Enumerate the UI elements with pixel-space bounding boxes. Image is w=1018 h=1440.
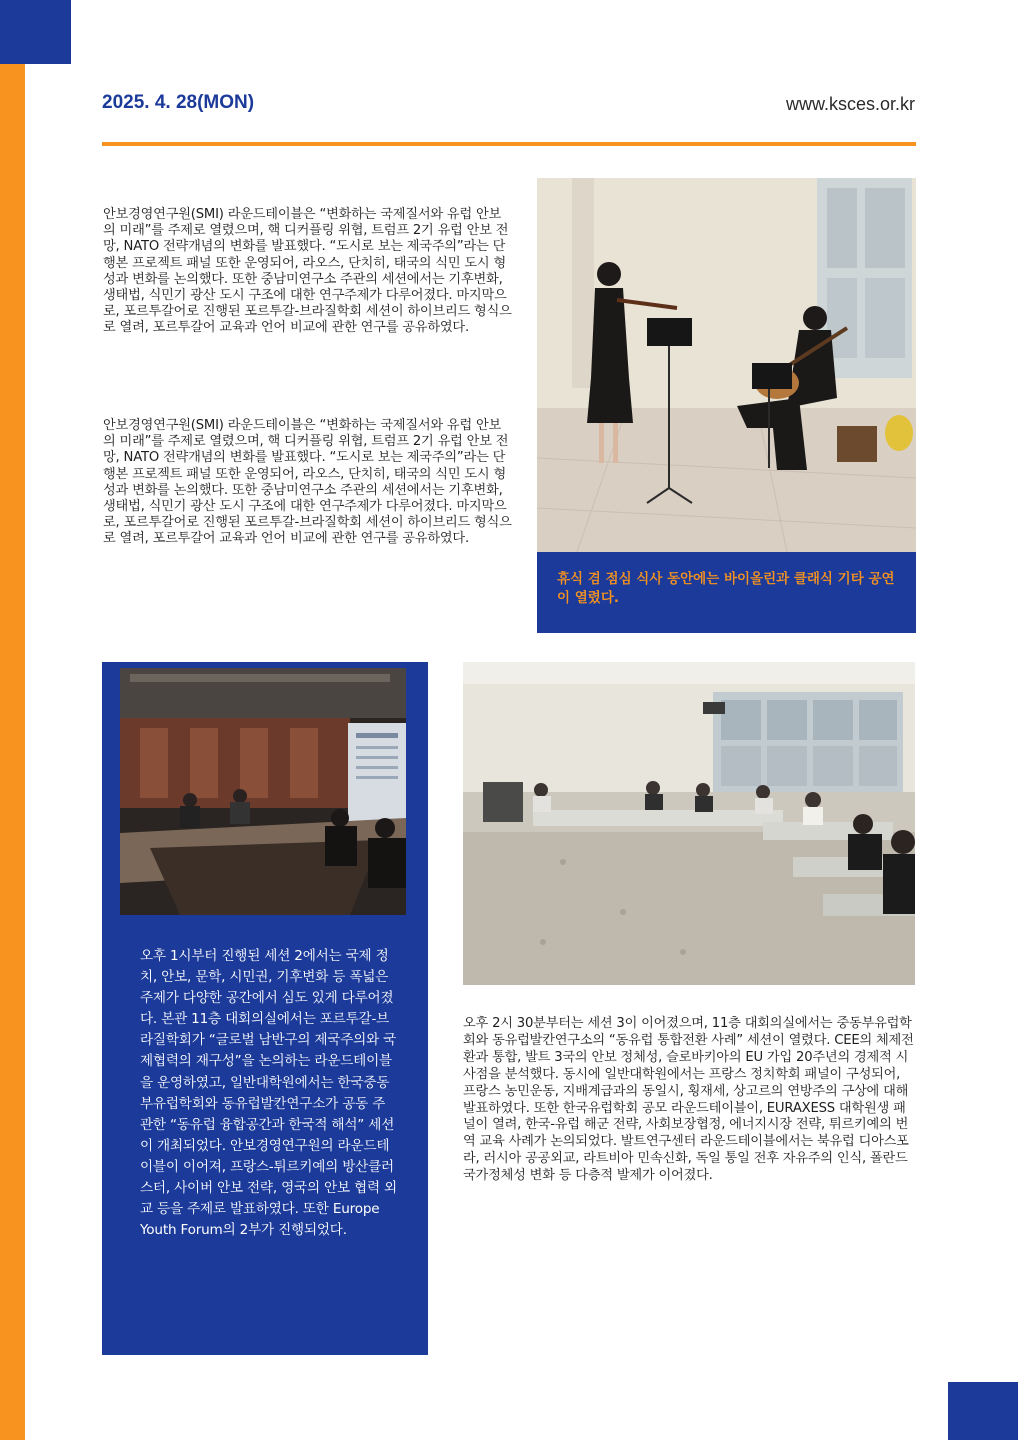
corner-block-bottom bbox=[948, 1382, 1018, 1440]
paragraph-first: 안보경영연구원(SMI) 라운드테이블은 “변화하는 국제질서와 유럽 안보의 미래”를 주제로 열렸으며, 핵 디커플링 위협, 트럼프 2기 유럽 안보 전망, NATO 전략개념의 변화를 발표했다. “도시로 보는 제국주의”라는 단행본 프로젝트 패널 또한 운영되어, 라오스, 단치히, 태국의 식민 도시 형성과 변화를 논의했다. 또한 중남미연구소 주관의 세션에서는 기후변화, 생태법, 식민기 광산 도시 구조에 대한 연구주제가 다루어졌다. 마지막으로, 포르투갈어로 진행된 포르투갈-브라질학회 세션이 하이브리드 형식으로 열려, 포르투갈어 교육과 언어 비교에 관한 연구를 공유하였다. bbox=[103, 207, 512, 336]
photo-music-performance bbox=[537, 178, 916, 552]
photo-caption: 휴식 겸 점심 식사 동안에는 바이올린과 클래식 기타 공연이 열렸다. bbox=[557, 571, 895, 606]
paragraph-session-3: 오후 2시 30분부터는 세션 3이 이어졌으며, 11층 대회의실에서는 중동부유럽학회와 동유럽발칸연구소의 “동유럽 통합전환 사례” 세션이 열렸다. CEE의 체제전환과 통합, 발트 3국의 안보 정체성, 슬로바키아의 EU 가입 20주년의 경제적 시사점을 분석했다. 동시에 일반대학원에서는 프랑스 정치학회 패널이 구성되어, 프랑스 농민운동, 지배계급과의 동일시, 횡재세, 상고르의 연방주의 구상에 대해 발표하였다. 또한 한국유럽학회 공모 라운드테이블이, EURAXESS 대학원생 패널이 열려, 한국-유럽 해군 전략, 사회보장협정, 에너지시장 전략, 튀르키예의 번역 교육 사례가 논의되었다. 발트연구센터 라운드테이블에서는 북유럽 디아스포라, 러시아 공공외교, 라트비아 민속신화, 독일 통일 전후 자유주의 인식, 폴란드 국가정체성 변화 등 다층적 발제가 이어졌다. bbox=[463, 1016, 914, 1184]
corner-block-top bbox=[0, 0, 71, 64]
header-website: www.ksces.or.kr bbox=[785, 94, 915, 114]
session-2-text: 오후 1시부터 진행된 세션 2에서는 국제 정치, 안보, 문학, 시민권, 기후변화 등 폭넓은 주제가 다양한 공간에서 심도 있게 다루어졌다. 본관 11층 대회의실에서는 포르투갈-브라질학회가 “글로벌 남반구의 제국주의와 국제협력의 재구성”을 논의하는 라운드테이블을 운영하였고, 일반대학원에서는 한국중동부유럽학회와 동유럽발칸연구소가 공동 주관한 “동유럽 융합공간과 한국적 해석” 세션이 개최되었다. 안보경영연구원의 라운드테이블이 이어져, 프랑스-튀르키예의 방산클러스터, 사이버 안보 전략, 영국의 안보 협력 외교 등을 주제로 발표하였다. 또한 Europe Youth Forum의 2부가 진행되었다. bbox=[140, 948, 397, 1239]
photo-seminar-room bbox=[463, 662, 915, 985]
header-date: 2025. 4. 28(MON) bbox=[102, 92, 255, 113]
paragraph-second: 안보경영연구원(SMI) 라운드테이블은 “변화하는 국제질서와 유럽 안보의 미래”를 주제로 열렸으며, 핵 디커플링 위협, 트럼프 2기 유럽 안보 전망, NATO 전략개념의 변화를 발표했다. “도시로 보는 제국주의”라는 단행본 프로젝트 패널 또한 운영되어, 라오스, 단치히, 태국의 식민 도시 형성과 변화를 논의했다. 또한 중남미연구소 주관의 세션에서는 기후변화, 생태법, 식민기 광산 도시 구조에 대한 연구주제가 다루어졌다. 마지막으로, 포르투갈어로 진행된 포르투갈-브라질학회 세션이 하이브리드 형식으로 열려, 포르투갈어 교육과 언어 비교에 관한 연구를 공유하였다. bbox=[103, 418, 512, 547]
header-divider bbox=[102, 142, 916, 146]
left-accent-stripe bbox=[0, 64, 25, 1440]
caption-box bbox=[537, 552, 916, 633]
photo-conference-room bbox=[120, 668, 406, 915]
